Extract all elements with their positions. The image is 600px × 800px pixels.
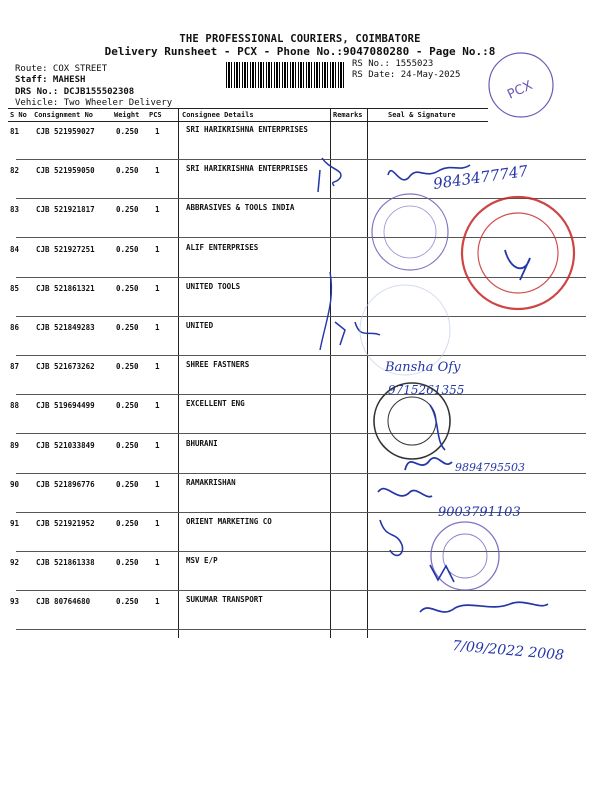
table-top-border <box>8 108 488 109</box>
row-consignment-no: CJB 521673262 <box>36 362 95 371</box>
rs-date: RS Date: 24-May-2025 <box>352 70 461 80</box>
table-row <box>0 395 600 434</box>
row-consignment-no: CJB 521033849 <box>36 441 95 450</box>
row-consignment-no: CJB 521921817 <box>36 205 95 214</box>
table-row <box>0 317 600 356</box>
row-sno: 86 <box>10 323 20 332</box>
handwritten-phone-82: 9843477747 <box>432 161 530 193</box>
row-weight: 0.250 <box>116 401 139 410</box>
col-header-pcs: PCS <box>149 111 162 119</box>
rs-number: RS No.: 1555023 <box>352 59 434 69</box>
row-pcs: 1 <box>155 245 160 254</box>
row-sno: 91 <box>10 519 20 528</box>
row-consignee: ABBRASIVES & TOOLS INDIA <box>186 203 295 212</box>
row-consignee: MSV E/P <box>186 556 218 565</box>
row-consignee: RAMAKRISHAN <box>186 478 236 487</box>
row-consignment-no: CJB 519694499 <box>36 401 95 410</box>
table-row <box>0 121 600 160</box>
handwritten-phone-89: 9894795503 <box>455 461 525 474</box>
row-sno: 83 <box>10 205 20 214</box>
row-consignment-no: CJB 521896776 <box>36 480 95 489</box>
row-pcs: 1 <box>155 558 160 567</box>
handwritten-phone-87: 9715261355 <box>388 383 465 397</box>
row-pcs: 1 <box>155 401 160 410</box>
row-weight: 0.250 <box>116 362 139 371</box>
table-row <box>0 278 600 317</box>
row-divider <box>16 237 586 238</box>
row-pcs: 1 <box>155 284 160 293</box>
row-sno: 84 <box>10 245 20 254</box>
table-row <box>0 199 600 238</box>
row-sno: 92 <box>10 558 20 567</box>
row-divider <box>16 433 586 434</box>
row-consignment-no: CJB 521959050 <box>36 166 95 175</box>
row-divider <box>16 629 586 630</box>
table-row <box>0 356 600 395</box>
row-consignee: ALIF ENTERPRISES <box>186 243 259 252</box>
table-row <box>0 513 600 552</box>
row-pcs: 1 <box>155 205 160 214</box>
route-label: Route: COX STREET <box>15 64 108 74</box>
row-consignee: SHREE FASTNERS <box>186 360 250 369</box>
row-pcs: 1 <box>155 323 160 332</box>
row-pcs: 1 <box>155 127 160 136</box>
row-weight: 0.250 <box>116 205 139 214</box>
table-row <box>0 552 600 591</box>
handwritten-name-87: Bansha Ofy <box>385 360 461 375</box>
row-pcs: 1 <box>155 166 160 175</box>
row-weight: 0.250 <box>116 597 139 606</box>
row-consignee: EXCELLENT ENG <box>186 399 245 408</box>
row-consignee: SUKUMAR TRANSPORT <box>186 595 263 604</box>
row-pcs: 1 <box>155 519 160 528</box>
row-pcs: 1 <box>155 480 160 489</box>
row-sno: 90 <box>10 480 20 489</box>
row-consignee: SRI HARIKRISHNA ENTERPRISES <box>186 164 308 173</box>
row-weight: 0.250 <box>116 127 139 136</box>
table-row <box>0 591 600 630</box>
row-sno: 93 <box>10 597 20 606</box>
drs-number: DRS No.: DCJB155502308 <box>15 87 135 97</box>
row-sno: 87 <box>10 362 20 371</box>
row-consignee: UNITED TOOLS <box>186 282 241 291</box>
row-weight: 0.250 <box>116 558 139 567</box>
row-sno: 81 <box>10 127 20 136</box>
row-sno: 89 <box>10 441 20 450</box>
row-sno: 82 <box>10 166 20 175</box>
table-row <box>0 435 600 474</box>
row-consignment-no: CJB 521921952 <box>36 519 95 528</box>
table-row <box>0 160 600 199</box>
row-consignment-no: CJB 521927251 <box>36 245 95 254</box>
table-row <box>0 239 600 278</box>
row-pcs: 1 <box>155 362 160 371</box>
company-name: THE PROFESSIONAL COURIERS, COIMBATORE <box>179 33 421 45</box>
row-weight: 0.250 <box>116 166 139 175</box>
row-consignee: SRI HARIKRISHNA ENTERPRISES <box>186 125 308 134</box>
col-header-seal: Seal & Signature <box>388 111 456 119</box>
runsheet-title: Delivery Runsheet - PCX - Phone No.:9047080280 - Page No.:8 <box>104 45 496 58</box>
col-header-remarks: Remarks <box>333 111 363 119</box>
row-consignee: ORIENT MARKETING CO <box>186 517 272 526</box>
handwritten-date-93: 7/09/2022 2008 <box>451 638 565 664</box>
col-header-consignment: Consignment No <box>34 111 94 119</box>
col-header-weight: Weight <box>114 111 140 119</box>
row-weight: 0.250 <box>116 441 139 450</box>
row-consignment-no: CJB 521861338 <box>36 558 95 567</box>
vehicle-label: Vehicle: Two Wheeler Delivery <box>15 98 173 108</box>
row-consignment-no: CJB 80764680 <box>36 597 91 606</box>
row-pcs: 1 <box>155 441 160 450</box>
row-consignee: UNITED <box>186 321 214 330</box>
table-row <box>0 474 600 513</box>
staff-label: Staff: MAHESH <box>15 75 86 85</box>
row-weight: 0.250 <box>116 323 139 332</box>
col-header-consignee: Consignee Details <box>182 111 254 119</box>
row-consignment-no: CJB 521959027 <box>36 127 95 136</box>
row-sno: 85 <box>10 284 20 293</box>
pcx-stamp-text: PCX <box>505 78 535 103</box>
row-weight: 0.250 <box>116 245 139 254</box>
row-consignment-no: CJB 521861321 <box>36 284 95 293</box>
row-pcs: 1 <box>155 597 160 606</box>
col-header-sno: S No <box>10 111 27 119</box>
row-sno: 88 <box>10 401 20 410</box>
row-consignee: BHURANI <box>186 439 218 448</box>
row-weight: 0.250 <box>116 284 139 293</box>
row-weight: 0.250 <box>116 480 139 489</box>
row-consignment-no: CJB 521849283 <box>36 323 95 332</box>
handwritten-phone-91: 9003791103 <box>438 505 521 520</box>
row-weight: 0.250 <box>116 519 139 528</box>
